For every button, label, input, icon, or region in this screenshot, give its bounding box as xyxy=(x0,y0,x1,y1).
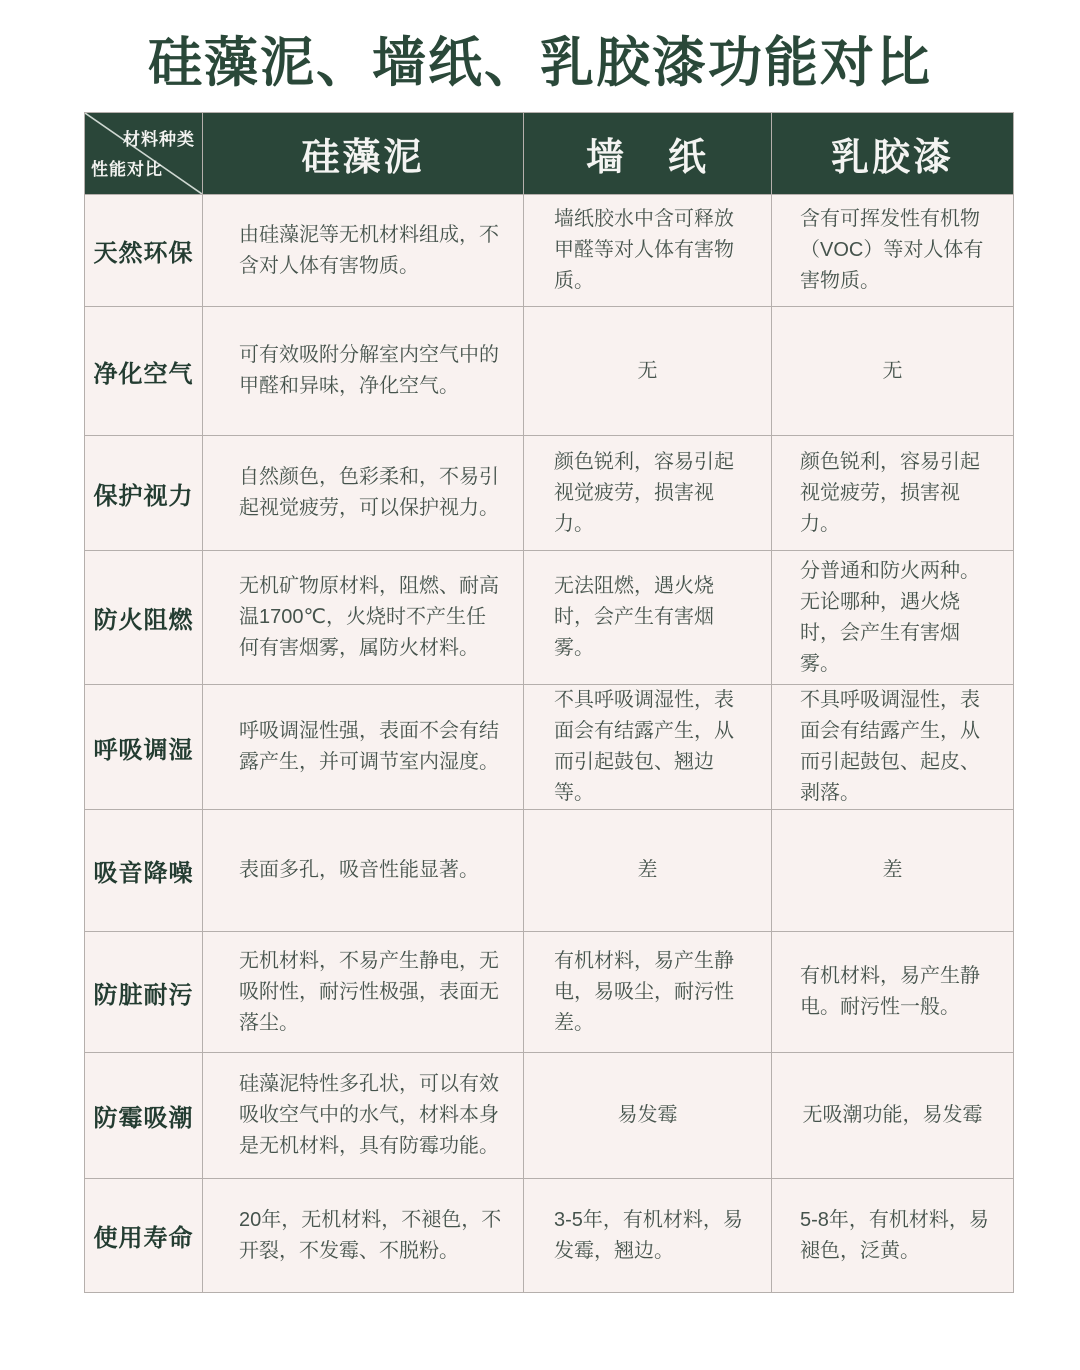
row-label: 使用寿命 xyxy=(85,1179,203,1293)
cell-diatom-mud: 硅藻泥特性多孔状，可以有效吸收空气中的水气，材料本身是无机材料，具有防霉功能。 xyxy=(203,1053,524,1179)
table-row xyxy=(85,195,1014,307)
cell-wallpaper: 差 xyxy=(524,810,772,932)
cell-latex-paint: 差 xyxy=(772,810,1014,932)
cell-wallpaper: 无 xyxy=(524,307,772,436)
cell-latex-paint: 不具呼吸调湿性，表面会有结露产生，从而引起鼓包、起皮、剥落。 xyxy=(772,685,1014,810)
cell-wallpaper: 颜色锐利，容易引起视觉疲劳，损害视力。 xyxy=(524,436,772,551)
row-label: 防霉吸潮 xyxy=(85,1053,203,1179)
row-label: 净化空气 xyxy=(85,307,203,436)
column-header-latex-paint: 乳胶漆 xyxy=(772,113,1014,195)
cell-diatom-mud: 可有效吸附分解室内空气中的甲醛和异味，净化空气。 xyxy=(203,307,524,436)
cell-diatom-mud: 表面多孔，吸音性能显著。 xyxy=(203,810,524,932)
cell-latex-paint: 无吸潮功能，易发霉 xyxy=(772,1053,1014,1179)
table-row xyxy=(85,1179,1014,1293)
table-row xyxy=(85,551,1014,685)
cell-latex-paint: 无 xyxy=(772,307,1014,436)
cell-latex-paint: 含有可挥发性有机物（VOC）等对人体有害物质。 xyxy=(772,195,1014,307)
corner-cell xyxy=(85,113,203,195)
cell-diatom-mud: 由硅藻泥等无机材料组成，不含对人体有害物质。 xyxy=(203,195,524,307)
cell-diatom-mud: 自然颜色，色彩柔和，不易引起视觉疲劳，可以保护视力。 xyxy=(203,436,524,551)
row-label: 吸音降噪 xyxy=(85,810,203,932)
table-row xyxy=(85,307,1014,436)
table-row xyxy=(85,932,1014,1053)
cell-wallpaper: 无法阻燃，遇火烧时，会产生有害烟雾。 xyxy=(524,551,772,685)
cell-wallpaper: 3-5年，有机材料，易发霉，翘边。 xyxy=(524,1179,772,1293)
table-row xyxy=(85,810,1014,932)
cell-wallpaper: 有机材料，易产生静电，易吸尘，耐污性差。 xyxy=(524,932,772,1053)
cell-wallpaper: 墙纸胶水中含可释放甲醛等对人体有害物质。 xyxy=(524,195,772,307)
corner-label-material-type: 材料种类 xyxy=(123,130,195,149)
table-row xyxy=(85,436,1014,551)
cell-latex-paint: 5-8年，有机材料，易褪色，泛黄。 xyxy=(772,1179,1014,1293)
row-label: 呼吸调湿 xyxy=(85,685,203,810)
cell-diatom-mud: 无机材料，不易产生静电，无吸附性，耐污性极强，表面无落尘。 xyxy=(203,932,524,1053)
header-row xyxy=(85,113,1014,195)
row-label: 保护视力 xyxy=(85,436,203,551)
cell-latex-paint: 颜色锐利，容易引起视觉疲劳，损害视力。 xyxy=(772,436,1014,551)
column-header-diatom-mud: 硅藻泥 xyxy=(203,113,524,195)
page-title: 硅藻泥、墙纸、乳胶漆功能对比 xyxy=(148,33,932,93)
cell-diatom-mud: 呼吸调湿性强，表面不会有结露产生，并可调节室内湿度。 xyxy=(203,685,524,810)
table-row xyxy=(85,685,1014,810)
table-row xyxy=(85,1053,1014,1179)
cell-wallpaper: 易发霉 xyxy=(524,1053,772,1179)
cell-diatom-mud: 20年，无机材料，不褪色，不开裂，不发霉、不脱粉。 xyxy=(203,1179,524,1293)
corner-label-performance: 性能对比 xyxy=(91,160,163,179)
row-label: 防脏耐污 xyxy=(85,932,203,1053)
comparison-table xyxy=(84,112,1014,1293)
column-header-wallpaper: 墙 纸 xyxy=(524,113,772,195)
cell-latex-paint: 分普通和防火两种。无论哪种，遇火烧时，会产生有害烟雾。 xyxy=(772,551,1014,685)
row-label: 防火阻燃 xyxy=(85,551,203,685)
cell-diatom-mud: 无机矿物原材料，阻燃、耐高温1700℃，火烧时不产生任何有害烟雾，属防火材料。 xyxy=(203,551,524,685)
cell-latex-paint: 有机材料，易产生静电。耐污性一般。 xyxy=(772,932,1014,1053)
row-label: 天然环保 xyxy=(85,195,203,307)
cell-wallpaper: 不具呼吸调湿性，表面会有结露产生，从而引起鼓包、翘边等。 xyxy=(524,685,772,810)
